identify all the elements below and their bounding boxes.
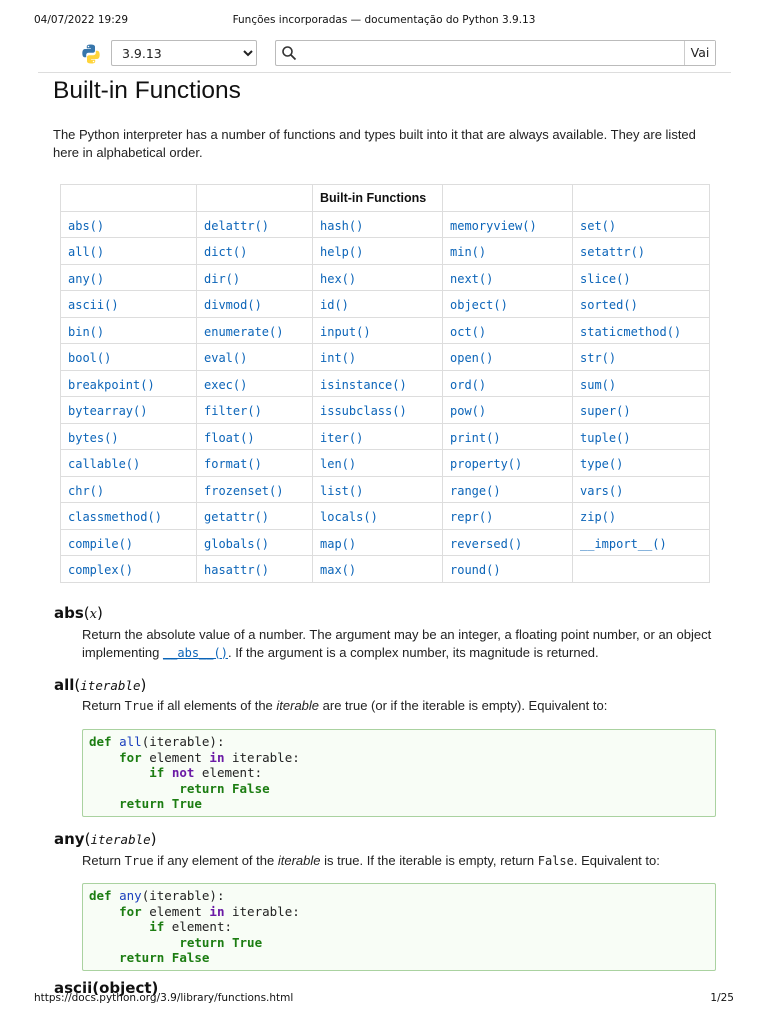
intro-paragraph: The Python interpreter has a number of functions and types built into it that are always available. They are listed here in alphabetical order. — [53, 127, 696, 160]
table-row — [61, 291, 710, 318]
table-cell — [197, 211, 313, 238]
function-link[interactable]: issubclass() — [320, 404, 407, 419]
print-page-title: Funções incorporadas — documentação do Python 3.9.13 — [232, 14, 536, 26]
table-cell — [61, 344, 197, 371]
function-link[interactable]: staticmethod() — [580, 324, 682, 339]
table-cell — [443, 450, 573, 477]
table-row — [61, 397, 710, 424]
function-link[interactable]: dict() — [204, 245, 248, 260]
table-cell — [313, 344, 443, 371]
table-cell — [313, 503, 443, 530]
function-link[interactable]: object() — [450, 298, 508, 313]
function-link[interactable]: int() — [320, 351, 357, 366]
table-cell — [197, 317, 313, 344]
function-link[interactable]: ascii() — [68, 298, 119, 313]
table-row — [61, 370, 710, 397]
function-link[interactable]: tuple() — [580, 430, 631, 445]
table-cell — [313, 317, 443, 344]
table-cell — [197, 264, 313, 291]
function-link[interactable]: max() — [320, 563, 357, 578]
function-link[interactable]: len() — [320, 457, 357, 472]
table-row — [61, 529, 710, 556]
function-link[interactable]: isinstance() — [320, 377, 407, 392]
function-link[interactable]: iter() — [320, 430, 364, 445]
abs-signature: abs(x) — [54, 604, 103, 622]
table-cell — [573, 370, 710, 397]
table-row — [61, 211, 710, 238]
print-header — [0, 14, 768, 30]
table-row — [61, 238, 710, 265]
table-cell — [313, 423, 443, 450]
function-link[interactable]: complex() — [68, 563, 134, 578]
table-cell — [61, 450, 197, 477]
table-header-cell — [443, 185, 573, 212]
function-link[interactable]: min() — [450, 245, 487, 260]
function-link[interactable]: memoryview() — [450, 218, 537, 233]
function-link[interactable]: callable() — [68, 457, 141, 472]
function-link[interactable]: format() — [204, 457, 262, 472]
function-link[interactable]: locals() — [320, 510, 378, 525]
function-link[interactable]: float() — [204, 430, 255, 445]
table-cell — [443, 317, 573, 344]
any-description: Return True if any element of the iterable is true. If the iterable is empty, return False. Equivalent to: — [82, 853, 660, 868]
table-cell — [443, 291, 573, 318]
print-datetime: 04/07/2022 19:29 — [34, 14, 129, 26]
function-link[interactable]: str() — [580, 351, 617, 366]
function-link[interactable]: range() — [450, 483, 501, 498]
table-cell — [313, 238, 443, 265]
function-link[interactable]: hex() — [320, 271, 357, 286]
print-page-number: 1/25 — [710, 992, 734, 1004]
table-row — [61, 556, 710, 583]
all-description: Return True if all elements of the iterable are true (or if the iterable is empty). Equivalent to: — [82, 698, 608, 713]
function-link[interactable]: help() — [320, 245, 364, 260]
python-logo-icon[interactable] — [80, 43, 102, 65]
function-link[interactable]: hasattr() — [204, 563, 270, 578]
table-cell — [573, 556, 710, 583]
table-cell — [313, 556, 443, 583]
table-cell — [573, 317, 710, 344]
table-cell — [313, 264, 443, 291]
function-link[interactable]: __import__() — [580, 536, 667, 551]
table-cell — [443, 238, 573, 265]
table-cell — [197, 423, 313, 450]
function-link[interactable]: filter() — [204, 404, 262, 419]
table-cell — [573, 450, 710, 477]
table-cell — [443, 556, 573, 583]
function-link[interactable]: frozenset() — [204, 483, 284, 498]
function-link[interactable]: repr() — [450, 510, 494, 525]
table-row — [61, 317, 710, 344]
table-cell — [443, 423, 573, 450]
table-cell — [197, 529, 313, 556]
docs-toolbar — [0, 40, 768, 70]
function-link[interactable]: reversed() — [450, 536, 523, 551]
table-header-cell — [197, 185, 313, 212]
table-cell — [573, 529, 710, 556]
table-cell — [443, 211, 573, 238]
table-row — [61, 476, 710, 503]
table-cell — [197, 450, 313, 477]
function-link[interactable]: dir() — [204, 271, 241, 286]
function-link[interactable]: bytes() — [68, 430, 119, 445]
table-cell — [61, 397, 197, 424]
all-code-block: def all(iterable): for element in iterable: if not element: return False return True — [82, 729, 716, 817]
table-header-cell — [61, 185, 197, 212]
table-cell — [313, 450, 443, 477]
function-link[interactable]: map() — [320, 536, 357, 551]
function-argument: x — [89, 607, 97, 622]
table-cell — [573, 238, 710, 265]
table-cell — [443, 503, 573, 530]
function-link[interactable]: next() — [450, 271, 494, 286]
table-cell — [573, 291, 710, 318]
function-link[interactable]: bool() — [68, 351, 112, 366]
table-cell — [61, 317, 197, 344]
function-link[interactable]: hash() — [320, 218, 364, 233]
table-cell — [313, 291, 443, 318]
all-signature: all(iterable) — [54, 676, 147, 694]
page-title: Built-in Functions — [53, 77, 241, 104]
function-link[interactable]: classmethod() — [68, 510, 162, 525]
function-link[interactable]: bytearray() — [68, 404, 148, 419]
table-cell — [197, 476, 313, 503]
function-link[interactable]: eval() — [204, 351, 248, 366]
print-url: https://docs.python.org/3.9/library/functions.html — [34, 992, 294, 1004]
table-header-cell: Built-in Functions — [313, 185, 443, 212]
function-link[interactable]: all() — [68, 245, 105, 260]
function-name[interactable]: all — [54, 676, 75, 694]
table-cell — [443, 264, 573, 291]
table-cell — [443, 529, 573, 556]
function-link[interactable]: input() — [320, 324, 371, 339]
any-code-block: def any(iterable): for element in iterable: if element: return True return False — [82, 883, 716, 971]
search-go-button[interactable]: Vai — [684, 41, 715, 65]
search-icon — [281, 45, 297, 61]
table-cell — [61, 370, 197, 397]
table-body — [61, 211, 710, 582]
function-link[interactable]: exec() — [204, 377, 248, 392]
table-cell — [573, 503, 710, 530]
function-link[interactable]: enumerate() — [204, 324, 284, 339]
table-header-row — [61, 185, 710, 212]
function-argument: iterable — [80, 678, 141, 693]
builtin-functions-table — [60, 184, 710, 583]
function-link[interactable]: abs() — [68, 218, 105, 233]
function-link[interactable]: compile() — [68, 536, 134, 551]
any-signature: any(iterable) — [54, 830, 157, 848]
table-row — [61, 503, 710, 530]
print-footer — [0, 992, 768, 1008]
table-cell — [197, 397, 313, 424]
table-cell — [61, 529, 197, 556]
function-link[interactable]: slice() — [580, 271, 631, 286]
table-cell — [573, 211, 710, 238]
function-link[interactable]: property() — [450, 457, 523, 472]
function-link[interactable]: print() — [450, 430, 501, 445]
table-cell — [573, 397, 710, 424]
function-link[interactable]: setattr() — [580, 245, 646, 260]
table-cell — [573, 476, 710, 503]
table-cell — [313, 211, 443, 238]
table-cell — [443, 370, 573, 397]
function-link[interactable]: type() — [580, 457, 624, 472]
function-link[interactable]: list() — [320, 483, 364, 498]
function-link[interactable]: divmod() — [204, 298, 262, 313]
search-box — [275, 40, 716, 66]
next-signature-cutoff — [54, 979, 202, 997]
table-cell — [313, 529, 443, 556]
function-link[interactable]: breakpoint() — [68, 377, 155, 392]
table-cell — [197, 503, 313, 530]
table-cell — [61, 238, 197, 265]
table-cell — [61, 503, 197, 530]
table-row — [61, 450, 710, 477]
table-cell — [61, 476, 197, 503]
abs-dunder-link[interactable]: __abs__() — [162, 645, 228, 660]
table-cell — [197, 344, 313, 371]
function-link[interactable]: set() — [580, 218, 617, 233]
table-cell — [443, 476, 573, 503]
table-cell — [197, 556, 313, 583]
function-link[interactable]: sum() — [580, 377, 617, 392]
function-name[interactable]: abs — [54, 604, 84, 622]
function-link[interactable]: vars() — [580, 483, 624, 498]
function-link[interactable]: getattr() — [204, 510, 270, 525]
table-row — [61, 264, 710, 291]
table-cell — [443, 397, 573, 424]
table-row — [61, 423, 710, 450]
table-cell — [61, 556, 197, 583]
function-link[interactable]: open() — [450, 351, 494, 366]
table-cell — [197, 370, 313, 397]
table-cell — [313, 397, 443, 424]
table-cell — [61, 423, 197, 450]
table-cell — [573, 344, 710, 371]
version-select[interactable] — [111, 40, 257, 66]
function-link[interactable]: ord() — [450, 377, 487, 392]
table-cell — [573, 423, 710, 450]
function-link[interactable]: bin() — [68, 324, 105, 339]
table-cell — [197, 291, 313, 318]
table-cell — [197, 238, 313, 265]
table-cell — [443, 344, 573, 371]
function-link[interactable]: id() — [320, 298, 349, 313]
table-cell — [61, 291, 197, 318]
function-link[interactable]: zip() — [580, 510, 617, 525]
next-function-partial: ascii(object) — [54, 979, 159, 997]
function-link[interactable]: super() — [580, 404, 631, 419]
function-argument: iterable — [90, 832, 151, 847]
function-link[interactable]: pow() — [450, 404, 487, 419]
table-cell — [573, 264, 710, 291]
table-header-cell — [573, 185, 710, 212]
function-link[interactable]: sorted() — [580, 298, 638, 313]
function-link[interactable]: delattr() — [204, 218, 270, 233]
function-link[interactable]: globals() — [204, 536, 270, 551]
function-link[interactable]: oct() — [450, 324, 487, 339]
table-cell — [61, 211, 197, 238]
table-cell — [61, 264, 197, 291]
header-divider — [38, 72, 731, 73]
abs-description: Return the absolute value of a number. The argument may be an integer, a floating point number, or an object implementing __abs__(). If the argument is a complex number, its magnitude is returned. — [82, 627, 712, 660]
table-cell — [313, 370, 443, 397]
function-link[interactable]: round() — [450, 563, 501, 578]
function-link[interactable]: any() — [68, 271, 105, 286]
function-name[interactable]: any — [54, 830, 85, 848]
search-input[interactable] — [302, 43, 636, 65]
function-link[interactable]: chr() — [68, 483, 105, 498]
table-cell — [313, 476, 443, 503]
table-row — [61, 344, 710, 371]
